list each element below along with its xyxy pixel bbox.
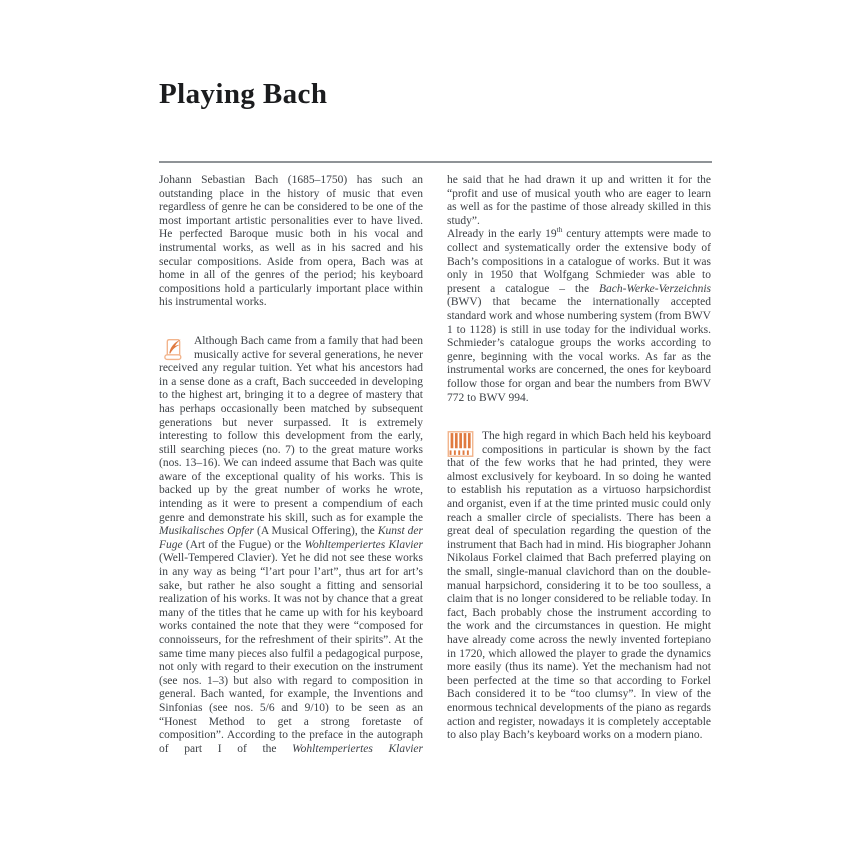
paragraph: [447, 174, 711, 228]
title-rule: [159, 161, 712, 163]
text-segment: Although Bach came from a family that had been musically active for several generations, he never received any regular tuition. Yet what his ancestors had in a sense done as a craft, Bach succeeded in developing to the highest art, bringing it to a degree of mastery that has perhaps occasionally been matched by subsequent generations but never surpassed. It is extremely interesting to follow this development from the early, still searching pieces (no. 7) to the great mature works (nos. 13–16). We can indeed assume that Bach was quite aware of the exceptional quality of his works. This is backed up by the great number of works he wrote, intending as it were to present a compendium of each genre and demonstrate his skill, such as for example the: [159, 334, 423, 524]
text-segment: Bach-Werke-Verzeichnis: [599, 282, 711, 295]
text-segment: Wohltemperiertes Klavier: [304, 538, 423, 551]
page-title: Playing Bach: [159, 78, 328, 110]
text-segment: (A Musical Offering), the: [254, 525, 378, 538]
text-segment: (BWV) that became the internationally accepted standard work and whose numbering system (from BWV 1 to 1128) is still in use today for the individual works. Schmieder’s catalogue groups the works according to genre, beginning with the vocal works. As far as the instrumental works are concerned, the ones for keyboard follow those for organ and bear the numbers from BWV 772 to BWV 994.: [447, 296, 711, 404]
text-segment: th: [556, 225, 563, 235]
paragraph: [159, 174, 423, 310]
left-column: [159, 174, 423, 756]
text-segment: (Art of the Fugue) or the: [182, 538, 305, 551]
keyboard-icon: [447, 431, 475, 457]
text-segment: The high regard in which Bach held his keyboard compositions in particular is shown by the fact that of the few works that he had printed, they were almost exclusively for keyboard. In so doing he wanted to establish his reputation as a virtuoso harpsichordist and organist, even if at the time printed music could only reach a smaller circle of specialists. There has been a great deal of speculation regarding the question of the instrument that Bach had in mind. His biographer Johann Nikolaus Forkel claimed that Bach preferred playing on the small, single-manual clavichord than on the double-manual harpsichord, considering it to be too soulless, a claim that is no longer considered to be reliable today. In fact, Bach probably chose the instrument according to the work and the circumstances in question. He might have already come across the newly invented fortepiano in 1720, which allowed the player to grade the dynamics more easily (thus its name). Yet the mechanism had not been perfected at the time so that according to Forkel Bach considered it to be “too clumsy”. In view of the enormous technical developments of the piano as regards action and register, nowadays it is completely acceptable to also play Bach’s keyboard works on a modern piano.: [447, 430, 711, 742]
text-segment: Wohltemperiertes Klavier: [292, 742, 423, 755]
text-segment: he said that he had drawn it up and written it for the “profit and use of musical youth who are eager to learn as well as for the pastime of those already skilled in this study”.: [447, 174, 711, 227]
text-segment: Johann Sebastian Bach (1685–1750) has such an outstanding place in the history of music that even regardless of genre he can be considered to be one of the most important artistic personalities ever to have lived. He perfected Baroque music both in his vocal and instrumental works, as well as in his sacred and his secular compositions. Aside from opera, Bach was at home in all of the genres of the period; his keyboard compositions hold a particularly important place within his instrumental works.: [159, 174, 423, 309]
paragraph: [159, 335, 423, 756]
quill-icon: [159, 336, 187, 362]
text-segment: (Well-Tempered Clavier). Yet he did not see these works in any way as being “l’art pour l’art”, thus art for art’s sake, but rather he also sought a fitting and sensorial realization of his works. It was not by chance that a great many of the titles that he came up with for his keyboard works contained the note that they were “composed for connoisseurs, for the refreshment of their spirits”. At the same time many pieces also fulfil a pedagogical purpose, not only with regard to their execution on the instrument (see nos. 1–3) but also with regard to composition in general. Bach wanted, for example, the Inventions and Sinfonias (see nos. 5/6 and 9/10) to be seen as an “Honest Method to get a strong foretaste of composition”. According to the preface in the autograph of part I of the: [159, 552, 423, 755]
text-segment: century attempts were made to collect and systematically order the extensive body of Bach’s compositions in a catalogue of works. But it was only in 1950 that Wolfgang Schmieder was able to present a catalogue – the: [447, 228, 712, 295]
right-column: [447, 174, 711, 756]
paragraph: [447, 225, 712, 405]
text-segment: Already in the early 19: [447, 228, 557, 241]
text-segment: Kunst der Fuge: [159, 525, 424, 551]
text-columns: [159, 174, 712, 756]
text-segment: Musikalisches Opfer: [159, 525, 255, 538]
paragraph: [447, 430, 711, 743]
